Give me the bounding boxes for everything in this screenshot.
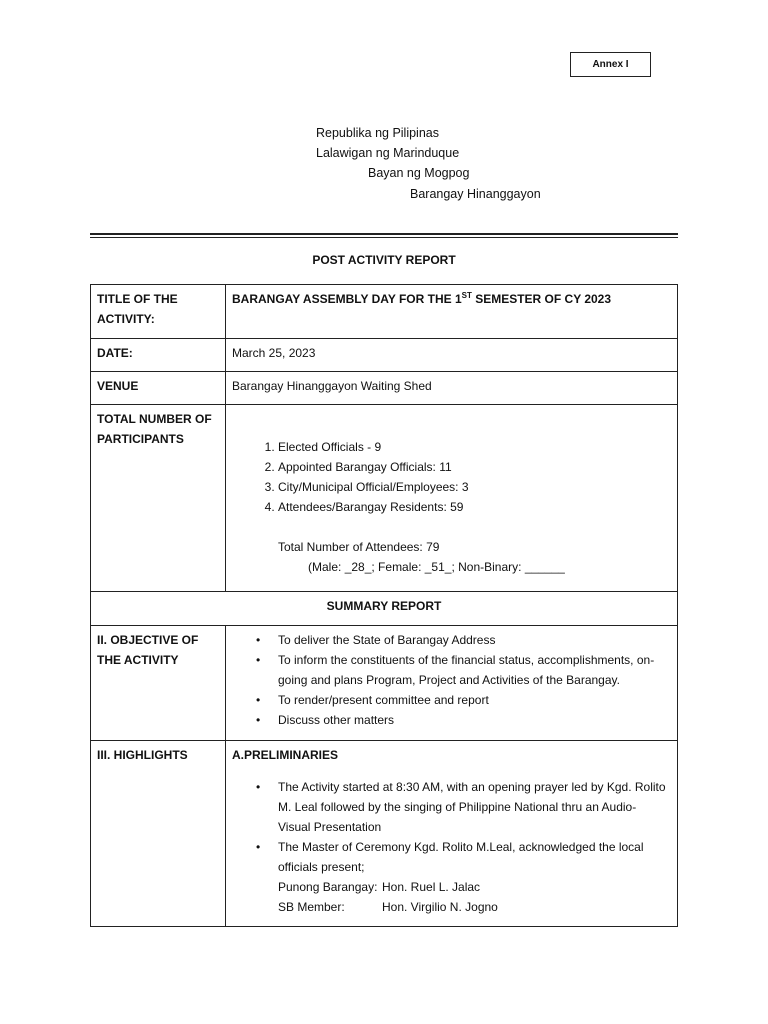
objective-value [226, 626, 678, 741]
list-item: 2. Appointed Barangay Officials: 11 [278, 457, 671, 477]
title-label: TITLE OF THE ACTIVITY: [91, 285, 226, 339]
official-row: Punong Barangay: Hon. Ruel L. Jalac [278, 880, 481, 894]
objective-label: II. OBJECTIVE OF THE ACTIVITY [91, 626, 226, 741]
list-item: • To render/present committee and report [278, 690, 671, 710]
participants-label: TOTAL NUMBER OF PARTICIPANTS [91, 405, 226, 592]
header-divider-thin [90, 237, 678, 238]
highlights-label: III. HIGHLIGHTS [91, 741, 226, 927]
date-label: DATE: [91, 339, 226, 372]
list-item: • The Activity started at 8:30 AM, with an opening prayer led by Kgd. Rolito M. Leal followed by the singing of Philippine National thru an Audio- Visual Presentation [278, 777, 671, 837]
gender-breakdown: (Male: _28_; Female: _51_; Non-Binary: ______ [308, 560, 565, 574]
table-row-title [91, 285, 678, 339]
list-item: • The Master of Ceremony Kgd. Rolito M.Leal, acknowledged the local officials present; [278, 837, 671, 877]
header-barangay: Barangay Hinanggayon [410, 187, 541, 201]
official-row: SB Member: Hon. Virgilio N. Jogno [278, 900, 498, 914]
highlights-heading: A.PRELIMINARIES [232, 748, 339, 762]
table-row-summary [91, 592, 678, 626]
participants-list [232, 437, 671, 517]
venue-label: VENUE [91, 372, 226, 405]
list-item: 3. City/Municipal Official/Employees: 3 [278, 477, 671, 497]
list-item: 4. Attendees/Barangay Residents: 59 [278, 497, 671, 517]
summary-heading: SUMMARY REPORT [91, 592, 678, 626]
objectives-list [232, 630, 671, 730]
venue-value: Barangay Hinanggayon Waiting Shed [226, 372, 678, 405]
list-item: 1. Elected Officials - 9 [278, 437, 671, 457]
page-title: POST ACTIVITY REPORT [312, 253, 456, 267]
table-row-objective [91, 626, 678, 741]
highlights-value [226, 741, 678, 927]
list-item: • Discuss other matters [278, 710, 671, 730]
report-table [90, 284, 678, 927]
list-item: • To inform the constituents of the financial status, accomplishments, on-going and plans Program, Project and Activities of the Barangay. [278, 650, 671, 690]
header-republic: Republika ng Pilipinas [316, 126, 439, 140]
total-attendees: Total Number of Attendees: 79 [278, 540, 440, 554]
highlights-list [232, 777, 671, 877]
header-divider-thick [90, 233, 678, 235]
title-value: BARANGAY ASSEMBLY DAY FOR THE 1ST SEMESTER OF CY 2023 [226, 285, 678, 339]
table-row-highlights [91, 741, 678, 927]
table-row-venue [91, 372, 678, 405]
annex-label: Annex I [570, 52, 651, 77]
date-value: March 25, 2023 [226, 339, 678, 372]
header-municipality: Bayan ng Mogpog [368, 166, 470, 180]
participants-value [226, 405, 678, 592]
table-row-date [91, 339, 678, 372]
list-item: • To deliver the State of Barangay Address [278, 630, 671, 650]
table-row-participants [91, 405, 678, 592]
header-province: Lalawigan ng Marinduque [316, 146, 460, 160]
